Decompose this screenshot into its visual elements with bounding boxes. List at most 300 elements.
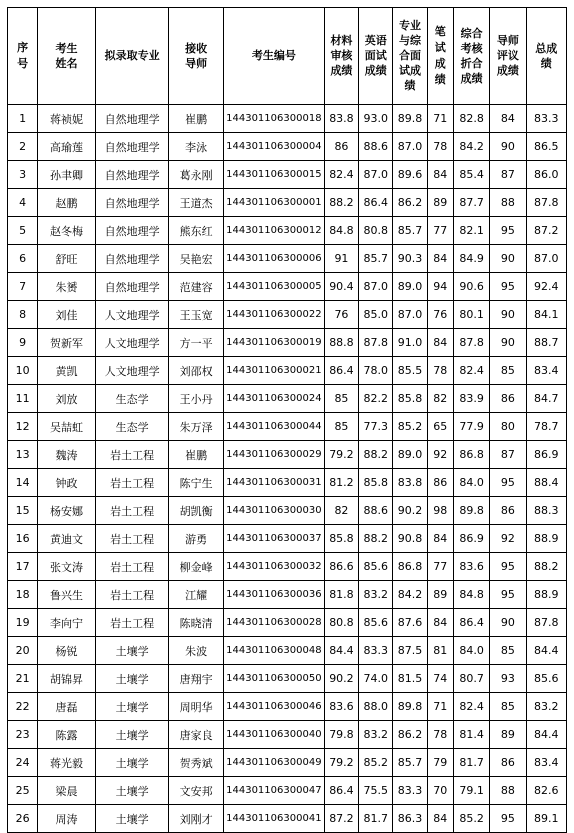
cell-total: 85.6: [526, 665, 566, 693]
header-professional: 专业与综合面试成绩: [393, 8, 427, 105]
cell-code: 144301106300004: [223, 133, 324, 161]
cell-material: 86: [324, 133, 358, 161]
cell-major: 土壤学: [95, 721, 169, 749]
cell-material: 86.6: [324, 553, 358, 581]
cell-seq: 19: [8, 609, 38, 637]
cell-professional: 85.7: [393, 749, 427, 777]
cell-total: 83.4: [526, 749, 566, 777]
cell-written: 65: [427, 413, 453, 441]
cell-written: 84: [427, 525, 453, 553]
cell-advisor: 王小丹: [169, 385, 223, 413]
cell-code: 144301106300022: [223, 301, 324, 329]
cell-name: 赵鹏: [38, 189, 96, 217]
cell-advisor: 熊东红: [169, 217, 223, 245]
cell-comprehensive: 84.2: [453, 133, 489, 161]
cell-seq: 21: [8, 665, 38, 693]
cell-english: 88.2: [359, 525, 393, 553]
cell-material: 79.2: [324, 441, 358, 469]
table-row: [8, 497, 567, 525]
table-row: [8, 609, 567, 637]
cell-professional: 87.6: [393, 609, 427, 637]
cell-english: 81.7: [359, 805, 393, 833]
cell-advisor: 陈宁生: [169, 469, 223, 497]
table-row: [8, 693, 567, 721]
cell-english: 75.5: [359, 777, 393, 805]
cell-comprehensive: 87.7: [453, 189, 489, 217]
cell-advisor-eval: 85: [490, 637, 526, 665]
cell-name: 孙聿卿: [38, 161, 96, 189]
cell-name: 陈露: [38, 721, 96, 749]
table-row: [8, 637, 567, 665]
cell-advisor-eval: 93: [490, 665, 526, 693]
cell-code: 144301106300001: [223, 189, 324, 217]
table-row: [8, 413, 567, 441]
cell-name: 张文涛: [38, 553, 96, 581]
cell-professional: 90.8: [393, 525, 427, 553]
cell-name: 鲁兴生: [38, 581, 96, 609]
table-row: [8, 581, 567, 609]
cell-advisor-eval: 95: [490, 581, 526, 609]
table-row: [8, 553, 567, 581]
cell-advisor-eval: 90: [490, 133, 526, 161]
table-row: [8, 161, 567, 189]
cell-english: 83.3: [359, 637, 393, 665]
cell-major: 土壤学: [95, 665, 169, 693]
cell-advisor: 李泳: [169, 133, 223, 161]
cell-advisor: 周明华: [169, 693, 223, 721]
cell-professional: 84.2: [393, 581, 427, 609]
cell-comprehensive: 80.1: [453, 301, 489, 329]
cell-material: 82: [324, 497, 358, 525]
cell-professional: 85.2: [393, 413, 427, 441]
cell-english: 86.4: [359, 189, 393, 217]
cell-advisor: 唐家良: [169, 721, 223, 749]
cell-major: 自然地理学: [95, 273, 169, 301]
cell-name: 蒋祯妮: [38, 105, 96, 133]
cell-comprehensive: 82.4: [453, 357, 489, 385]
table-row: [8, 133, 567, 161]
cell-written: 89: [427, 581, 453, 609]
cell-advisor: 吴艳宏: [169, 245, 223, 273]
cell-comprehensive: 84.8: [453, 581, 489, 609]
cell-professional: 90.3: [393, 245, 427, 273]
cell-written: 77: [427, 217, 453, 245]
cell-code: 144301106300015: [223, 161, 324, 189]
cell-seq: 3: [8, 161, 38, 189]
cell-written: 71: [427, 693, 453, 721]
cell-written: 71: [427, 105, 453, 133]
cell-material: 85: [324, 413, 358, 441]
cell-professional: 83.3: [393, 777, 427, 805]
cell-code: 144301106300005: [223, 273, 324, 301]
cell-name: 钟政: [38, 469, 96, 497]
cell-advisor-eval: 90: [490, 245, 526, 273]
cell-advisor: 朱波: [169, 637, 223, 665]
cell-english: 88.2: [359, 441, 393, 469]
cell-written: 92: [427, 441, 453, 469]
cell-material: 83.8: [324, 105, 358, 133]
cell-comprehensive: 89.8: [453, 497, 489, 525]
cell-code: 144301106300048: [223, 637, 324, 665]
cell-major: 人文地理学: [95, 329, 169, 357]
cell-code: 144301106300047: [223, 777, 324, 805]
cell-written: 78: [427, 133, 453, 161]
cell-english: 87.0: [359, 273, 393, 301]
cell-seq: 26: [8, 805, 38, 833]
cell-comprehensive: 81.4: [453, 721, 489, 749]
header-total: 总成绩: [526, 8, 566, 105]
cell-material: 79.8: [324, 721, 358, 749]
cell-major: 岩土工程: [95, 609, 169, 637]
cell-name: 魏涛: [38, 441, 96, 469]
cell-advisor-eval: 84: [490, 105, 526, 133]
cell-major: 自然地理学: [95, 245, 169, 273]
table-row: [8, 525, 567, 553]
cell-professional: 87.0: [393, 133, 427, 161]
cell-seq: 13: [8, 441, 38, 469]
cell-comprehensive: 84.0: [453, 469, 489, 497]
cell-seq: 5: [8, 217, 38, 245]
cell-major: 自然地理学: [95, 189, 169, 217]
cell-professional: 86.8: [393, 553, 427, 581]
cell-material: 87.2: [324, 805, 358, 833]
header-material: 材料审核成绩: [324, 8, 358, 105]
cell-advisor: 游勇: [169, 525, 223, 553]
cell-material: 86.4: [324, 777, 358, 805]
cell-english: 88.6: [359, 497, 393, 525]
cell-name: 杨锐: [38, 637, 96, 665]
cell-seq: 17: [8, 553, 38, 581]
header-row: [8, 8, 567, 105]
cell-material: 91: [324, 245, 358, 273]
cell-comprehensive: 81.7: [453, 749, 489, 777]
cell-advisor-eval: 90: [490, 609, 526, 637]
table-row: [8, 273, 567, 301]
cell-advisor-eval: 85: [490, 693, 526, 721]
cell-code: 144301106300031: [223, 469, 324, 497]
cell-seq: 1: [8, 105, 38, 133]
cell-code: 144301106300012: [223, 217, 324, 245]
header-seq: 序号: [8, 8, 38, 105]
cell-written: 76: [427, 301, 453, 329]
cell-name: 高瑜莲: [38, 133, 96, 161]
cell-english: 87.0: [359, 161, 393, 189]
cell-code: 144301106300021: [223, 357, 324, 385]
cell-material: 90.2: [324, 665, 358, 693]
table-row: [8, 665, 567, 693]
cell-comprehensive: 85.2: [453, 805, 489, 833]
cell-advisor: 崔鹏: [169, 441, 223, 469]
cell-english: 87.8: [359, 329, 393, 357]
cell-written: 84: [427, 161, 453, 189]
cell-comprehensive: 77.9: [453, 413, 489, 441]
cell-advisor-eval: 92: [490, 525, 526, 553]
cell-total: 78.7: [526, 413, 566, 441]
cell-total: 86.9: [526, 441, 566, 469]
cell-written: 84: [427, 609, 453, 637]
cell-total: 84.4: [526, 721, 566, 749]
cell-comprehensive: 83.6: [453, 553, 489, 581]
cell-material: 90.4: [324, 273, 358, 301]
header-english: 英语面试成绩: [359, 8, 393, 105]
cell-advisor-eval: 95: [490, 217, 526, 245]
cell-major: 自然地理学: [95, 217, 169, 245]
cell-total: 87.2: [526, 217, 566, 245]
cell-professional: 87.5: [393, 637, 427, 665]
cell-major: 岩土工程: [95, 553, 169, 581]
cell-advisor: 王玉宽: [169, 301, 223, 329]
cell-advisor: 刘邵权: [169, 357, 223, 385]
cell-professional: 85.7: [393, 217, 427, 245]
cell-total: 88.4: [526, 469, 566, 497]
cell-name: 梁晨: [38, 777, 96, 805]
header-comprehensive: 综合考核折合成绩: [453, 8, 489, 105]
cell-advisor-eval: 88: [490, 777, 526, 805]
cell-advisor: 文安邦: [169, 777, 223, 805]
cell-advisor-eval: 95: [490, 273, 526, 301]
cell-total: 87.8: [526, 189, 566, 217]
cell-written: 84: [427, 329, 453, 357]
cell-total: 88.9: [526, 525, 566, 553]
cell-total: 83.4: [526, 357, 566, 385]
cell-major: 人文地理学: [95, 357, 169, 385]
cell-total: 88.9: [526, 581, 566, 609]
cell-advisor-eval: 86: [490, 385, 526, 413]
cell-major: 生态学: [95, 385, 169, 413]
cell-professional: 86.2: [393, 721, 427, 749]
table-row: [8, 357, 567, 385]
cell-written: 84: [427, 805, 453, 833]
cell-advisor-eval: 95: [490, 469, 526, 497]
cell-advisor-eval: 86: [490, 497, 526, 525]
cell-advisor: 刘刚才: [169, 805, 223, 833]
header-advisor: 接收导师: [169, 8, 223, 105]
cell-seq: 11: [8, 385, 38, 413]
cell-material: 88.2: [324, 189, 358, 217]
cell-advisor-eval: 90: [490, 301, 526, 329]
cell-written: 86: [427, 469, 453, 497]
cell-english: 77.3: [359, 413, 393, 441]
cell-comprehensive: 84.9: [453, 245, 489, 273]
cell-major: 土壤学: [95, 749, 169, 777]
cell-advisor: 朱万泽: [169, 413, 223, 441]
table-row: [8, 441, 567, 469]
header-code: 考生编号: [223, 8, 324, 105]
cell-material: 84.8: [324, 217, 358, 245]
cell-total: 82.6: [526, 777, 566, 805]
cell-advisor: 江耀: [169, 581, 223, 609]
cell-major: 人文地理学: [95, 301, 169, 329]
cell-material: 84.4: [324, 637, 358, 665]
cell-total: 88.3: [526, 497, 566, 525]
cell-name: 胡锦昇: [38, 665, 96, 693]
cell-major: 岩土工程: [95, 497, 169, 525]
header-written: 笔试成绩: [427, 8, 453, 105]
cell-seq: 20: [8, 637, 38, 665]
cell-professional: 91.0: [393, 329, 427, 357]
cell-code: 144301106300032: [223, 553, 324, 581]
cell-written: 74: [427, 665, 453, 693]
header-advisor-eval: 导师评议成绩: [490, 8, 526, 105]
cell-name: 周涛: [38, 805, 96, 833]
cell-seq: 9: [8, 329, 38, 357]
table-row: [8, 721, 567, 749]
cell-name: 吴喆虹: [38, 413, 96, 441]
table-row: [8, 777, 567, 805]
cell-english: 74.0: [359, 665, 393, 693]
table-row: [8, 301, 567, 329]
cell-professional: 87.0: [393, 301, 427, 329]
cell-professional: 89.0: [393, 441, 427, 469]
cell-professional: 90.2: [393, 497, 427, 525]
cell-advisor: 唐翔宇: [169, 665, 223, 693]
cell-code: 144301106300037: [223, 525, 324, 553]
cell-code: 144301106300018: [223, 105, 324, 133]
cell-professional: 85.8: [393, 385, 427, 413]
cell-total: 83.3: [526, 105, 566, 133]
cell-comprehensive: 86.9: [453, 525, 489, 553]
cell-advisor-eval: 80: [490, 413, 526, 441]
cell-name: 李向宁: [38, 609, 96, 637]
cell-material: 85: [324, 385, 358, 413]
cell-seq: 7: [8, 273, 38, 301]
cell-professional: 86.3: [393, 805, 427, 833]
cell-name: 舒旺: [38, 245, 96, 273]
cell-major: 岩土工程: [95, 525, 169, 553]
cell-advisor: 方一平: [169, 329, 223, 357]
cell-professional: 81.5: [393, 665, 427, 693]
cell-written: 84: [427, 245, 453, 273]
cell-code: 144301106300024: [223, 385, 324, 413]
cell-advisor-eval: 86: [490, 749, 526, 777]
cell-code: 144301106300030: [223, 497, 324, 525]
cell-advisor-eval: 85: [490, 357, 526, 385]
cell-english: 88.6: [359, 133, 393, 161]
cell-written: 78: [427, 357, 453, 385]
cell-written: 82: [427, 385, 453, 413]
cell-advisor: 胡凯衡: [169, 497, 223, 525]
cell-seq: 22: [8, 693, 38, 721]
cell-professional: 85.5: [393, 357, 427, 385]
cell-seq: 8: [8, 301, 38, 329]
cell-code: 144301106300029: [223, 441, 324, 469]
cell-english: 85.7: [359, 245, 393, 273]
cell-professional: 83.8: [393, 469, 427, 497]
cell-major: 土壤学: [95, 805, 169, 833]
cell-english: 82.2: [359, 385, 393, 413]
cell-written: 94: [427, 273, 453, 301]
cell-major: 岩土工程: [95, 581, 169, 609]
cell-seq: 4: [8, 189, 38, 217]
cell-seq: 14: [8, 469, 38, 497]
cell-comprehensive: 80.7: [453, 665, 489, 693]
cell-written: 81: [427, 637, 453, 665]
cell-material: 79.2: [324, 749, 358, 777]
cell-seq: 16: [8, 525, 38, 553]
cell-total: 89.1: [526, 805, 566, 833]
cell-code: 144301106300049: [223, 749, 324, 777]
cell-english: 85.8: [359, 469, 393, 497]
cell-major: 自然地理学: [95, 161, 169, 189]
cell-seq: 15: [8, 497, 38, 525]
cell-name: 黄凯: [38, 357, 96, 385]
cell-major: 岩土工程: [95, 469, 169, 497]
cell-written: 79: [427, 749, 453, 777]
cell-name: 黄迪文: [38, 525, 96, 553]
cell-code: 144301106300041: [223, 805, 324, 833]
cell-written: 70: [427, 777, 453, 805]
header-name: 考生姓名: [38, 8, 96, 105]
cell-comprehensive: 85.4: [453, 161, 489, 189]
cell-name: 杨安娜: [38, 497, 96, 525]
cell-seq: 2: [8, 133, 38, 161]
cell-seq: 6: [8, 245, 38, 273]
cell-code: 144301106300046: [223, 693, 324, 721]
cell-name: 朱赟: [38, 273, 96, 301]
cell-advisor: 葛永刚: [169, 161, 223, 189]
table-row: [8, 189, 567, 217]
cell-major: 生态学: [95, 413, 169, 441]
cell-english: 85.6: [359, 609, 393, 637]
cell-seq: 18: [8, 581, 38, 609]
table-row: [8, 105, 567, 133]
cell-english: 85.0: [359, 301, 393, 329]
cell-total: 84.1: [526, 301, 566, 329]
cell-code: 144301106300019: [223, 329, 324, 357]
cell-name: 唐磊: [38, 693, 96, 721]
cell-comprehensive: 82.4: [453, 693, 489, 721]
table-row: [8, 805, 567, 833]
cell-comprehensive: 86.4: [453, 609, 489, 637]
cell-name: 刘放: [38, 385, 96, 413]
cell-english: 83.2: [359, 581, 393, 609]
cell-total: 86.5: [526, 133, 566, 161]
cell-major: 土壤学: [95, 637, 169, 665]
admission-score-table: [7, 7, 567, 833]
cell-material: 85.8: [324, 525, 358, 553]
cell-english: 78.0: [359, 357, 393, 385]
cell-professional: 89.6: [393, 161, 427, 189]
cell-comprehensive: 90.6: [453, 273, 489, 301]
cell-advisor-eval: 95: [490, 805, 526, 833]
cell-written: 78: [427, 721, 453, 749]
table-row: [8, 469, 567, 497]
cell-advisor: 王道杰: [169, 189, 223, 217]
cell-advisor: 柳金峰: [169, 553, 223, 581]
cell-english: 83.2: [359, 721, 393, 749]
cell-advisor: 崔鹏: [169, 105, 223, 133]
cell-comprehensive: 84.0: [453, 637, 489, 665]
cell-seq: 25: [8, 777, 38, 805]
cell-advisor-eval: 89: [490, 721, 526, 749]
cell-english: 85.2: [359, 749, 393, 777]
cell-seq: 12: [8, 413, 38, 441]
cell-major: 岩土工程: [95, 441, 169, 469]
cell-advisor-eval: 87: [490, 441, 526, 469]
cell-total: 83.2: [526, 693, 566, 721]
table-row: [8, 329, 567, 357]
header-major: 拟录取专业: [95, 8, 169, 105]
table-row: [8, 749, 567, 777]
cell-total: 88.2: [526, 553, 566, 581]
cell-seq: 23: [8, 721, 38, 749]
cell-professional: 89.0: [393, 273, 427, 301]
cell-code: 144301106300040: [223, 721, 324, 749]
cell-advisor: 陈晓清: [169, 609, 223, 637]
cell-seq: 24: [8, 749, 38, 777]
cell-material: 88.8: [324, 329, 358, 357]
cell-name: 蒋光毅: [38, 749, 96, 777]
